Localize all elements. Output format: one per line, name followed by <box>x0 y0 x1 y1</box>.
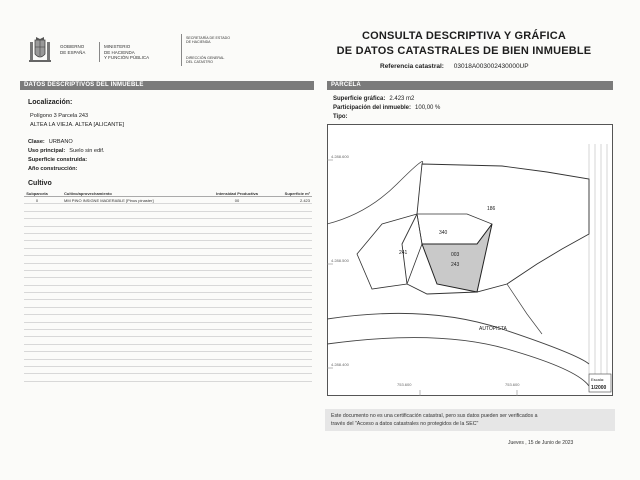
sup-grafica-value: 2.423 m2 <box>389 96 415 102</box>
divider <box>181 34 182 66</box>
table-row-empty <box>24 345 312 352</box>
coat-of-arms-icon <box>27 36 53 64</box>
divider <box>99 42 100 62</box>
road-label: AUTOPISTA <box>479 326 507 332</box>
sup-grafica-label: Superficie gráfica: <box>333 96 386 102</box>
table-row-empty <box>24 315 312 322</box>
clase-value: URBANO <box>48 139 73 145</box>
table-row-empty <box>24 286 312 293</box>
directorate-label: DIRECCIÓN GENERAL DEL CATASTRO <box>186 56 225 65</box>
grid-x-label: 753.600 <box>505 382 520 387</box>
table-row <box>24 197 312 204</box>
table-cell: MM PINO INSIGNE MADERABLE [Pinus pinaster] <box>64 198 154 203</box>
cultivo-heading: Cultivo <box>28 180 52 187</box>
clase-row <box>28 139 73 145</box>
document-date: Jueves , 15 de Junio de 2023 <box>508 440 574 446</box>
table-row-empty <box>24 249 312 256</box>
parcel-label-340: 340 <box>439 230 448 236</box>
table-row-empty <box>24 374 312 381</box>
table-row-empty <box>24 241 312 248</box>
reference-label: Referencia catastral: <box>380 63 444 70</box>
grid-y-label: 4.288.600 <box>331 154 349 159</box>
page-title: CONSULTA DESCRIPTIVA Y GRÁFICA <box>361 30 566 42</box>
table-row-empty <box>24 367 312 374</box>
reference-value: 03018A003002430000UP <box>453 63 529 70</box>
page-subtitle: DE DATOS CATASTRALES DE BIEN INMUEBLE <box>336 45 592 57</box>
table-header-cell: Cultivo/aprovechamiento <box>64 191 112 196</box>
parcel-section-bar: PARCELA <box>327 81 613 90</box>
participacion-value: 100,00 % <box>415 105 441 111</box>
table-row-empty <box>24 278 312 285</box>
table-row-empty <box>24 337 312 344</box>
table-row-empty <box>24 219 312 226</box>
participacion-label: Participación del inmueble: <box>333 105 412 111</box>
grid-y-label: 4.288.500 <box>331 258 349 263</box>
cultivo-table <box>24 190 312 382</box>
participacion-row <box>333 105 440 111</box>
parcel-label-243: 243 <box>451 262 460 268</box>
descriptive-section-bar: DATOS DESCRIPTIVOS DEL INMUEBLE <box>20 81 314 90</box>
grid-x-label: 753.600 <box>397 382 412 387</box>
location-heading: Localización: <box>28 99 73 106</box>
table-row-empty <box>24 212 312 219</box>
table-cell: 00 <box>234 198 240 203</box>
uso-value: Suelo sin edif. <box>69 148 105 154</box>
grid-y-label: 4.288.400 <box>331 362 349 367</box>
table-row-empty <box>24 227 312 234</box>
table-row-empty <box>24 234 312 241</box>
table-cell: 2.423 <box>299 198 310 203</box>
table-row-empty <box>24 264 312 271</box>
scale-label: Escala: <box>591 377 605 382</box>
superficie-label: Superficie construida: <box>28 157 88 163</box>
superficie-row <box>28 157 87 163</box>
table-header-row <box>24 190 312 197</box>
table-row-empty <box>24 204 312 211</box>
tipo-label: Tipo: <box>333 114 348 120</box>
parcel-label-241: 241 <box>399 250 408 256</box>
anio-label: Año construcción: <box>28 166 78 172</box>
ministry-label: MINISTERIO DE HACIENDA Y FUNCIÓN PÚBLICA <box>104 44 150 60</box>
table-row-empty <box>24 308 312 315</box>
table-row-empty <box>24 323 312 330</box>
parcel-label-186: 186 <box>487 206 496 212</box>
location-line-2: ALTEA LA VIEJA. ALTEA [ALICANTE] <box>30 122 124 128</box>
uso-row <box>28 148 104 154</box>
table-header-cell: Superficie m² <box>284 191 310 196</box>
sup-grafica-row <box>333 96 414 102</box>
table-row-empty <box>24 330 312 337</box>
clase-label: Clase: <box>28 139 45 145</box>
secretary-label: SECRETARÍA DE ESTADO DE HACIENDA <box>186 36 230 45</box>
tipo-row <box>333 114 348 120</box>
table-row-empty <box>24 293 312 300</box>
anio-row <box>28 166 77 172</box>
location-line-1: Polígono 3 Parcela 243 <box>30 113 89 119</box>
table-header-cell: Subparcela <box>26 191 48 196</box>
cadastral-map <box>327 124 613 396</box>
table-row-empty <box>24 256 312 263</box>
gov-label: GOBIERNO DE ESPAÑA <box>60 44 86 55</box>
table-row-empty <box>24 300 312 307</box>
table-row-empty <box>24 352 312 359</box>
table-cell: 0 <box>35 198 39 203</box>
uso-label: Uso principal: <box>28 148 66 154</box>
table-row-empty <box>24 271 312 278</box>
table-header-cell: Intensidad Productiva <box>216 191 258 196</box>
table-row-empty <box>24 360 312 367</box>
scale-value: 1/2000 <box>591 385 607 391</box>
reference-row <box>380 63 529 70</box>
parcel-label-003: 003 <box>451 252 460 258</box>
disclaimer-note: Este documento no es una certificación catastral, pero sus datos pueden ser verificados a través del "Acceso a datos catastrales no protegidos de la SEC" <box>325 409 615 431</box>
